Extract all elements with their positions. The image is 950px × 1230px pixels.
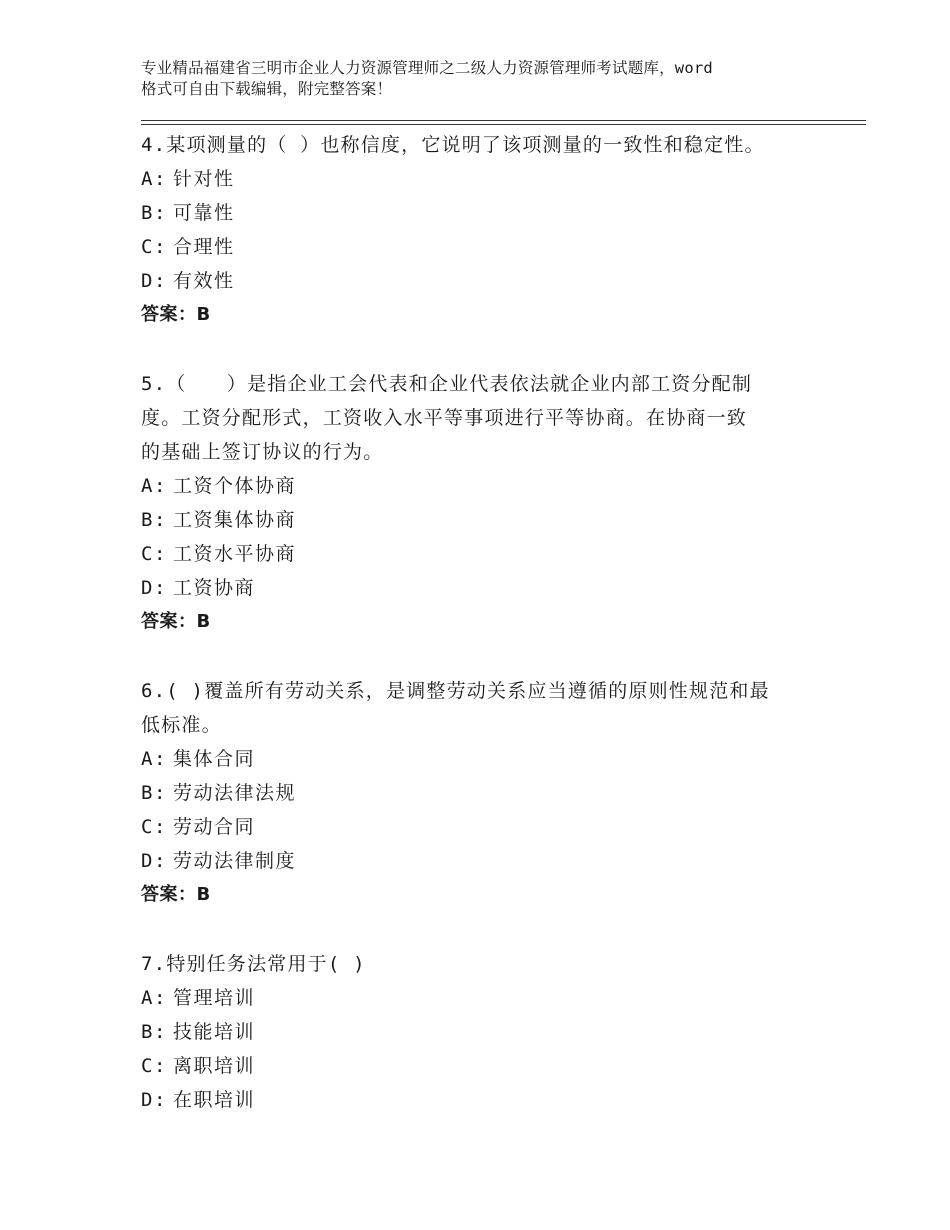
answer-option xyxy=(141,1083,831,1117)
answer-key: 答案：B xyxy=(141,611,211,632)
option-letter: D: xyxy=(141,850,167,872)
option-letter: C: xyxy=(141,236,167,258)
answer-option xyxy=(141,810,831,844)
answer-key: 答案：B xyxy=(141,884,211,905)
answer-option xyxy=(141,503,831,537)
answer-option xyxy=(141,264,831,298)
question-text-line: 度。工资分配形式，工资收入水平等事项进行平等协商。在协商一致 xyxy=(141,407,748,429)
option-letter: A: xyxy=(141,168,167,190)
question-block xyxy=(141,367,831,639)
answer-option xyxy=(141,1015,831,1049)
answer-option xyxy=(141,196,831,230)
option-text: 合理性 xyxy=(173,236,235,258)
question-text-line: 低标准。 xyxy=(141,714,222,736)
option-text: 可靠性 xyxy=(173,202,235,224)
option-text: 有效性 xyxy=(173,270,235,292)
question-block xyxy=(141,674,831,912)
question-text-line: 5.（ ）是指企业工会代表和企业代表依法就企业内部工资分配制 xyxy=(141,373,753,395)
option-letter: D: xyxy=(141,270,167,292)
option-letter: B: xyxy=(141,1021,167,1043)
option-text: 技能培训 xyxy=(173,1021,256,1043)
option-text: 劳动合同 xyxy=(173,816,256,838)
option-text: 工资水平协商 xyxy=(173,543,297,565)
option-letter: D: xyxy=(141,1089,167,1111)
question-text-line: 6.( )覆盖所有劳动关系，是调整劳动关系应当遵循的原则性规范和最 xyxy=(141,680,770,702)
option-letter: B: xyxy=(141,509,167,531)
option-letter: B: xyxy=(141,782,167,804)
question-text-line: 4.某项测量的（ ）也称信度，它说明了该项测量的一致性和稳定性。 xyxy=(141,134,765,156)
option-text: 工资个体协商 xyxy=(173,475,297,497)
option-letter: A: xyxy=(141,987,167,1009)
option-text: 管理培训 xyxy=(173,987,256,1009)
option-text: 劳动法律制度 xyxy=(173,850,297,872)
option-text: 在职培训 xyxy=(173,1089,256,1111)
answer-option xyxy=(141,776,831,810)
header-line-1: 专业精品福建省三明市企业人力资源管理师之二级人力资源管理师考试题库，word xyxy=(141,59,713,77)
answer-option xyxy=(141,981,831,1015)
answer-key: 答案：B xyxy=(141,304,211,325)
header-line-2: 格式可自由下载编辑，附完整答案！ xyxy=(141,80,393,98)
question-block xyxy=(141,128,831,332)
header-double-rule xyxy=(141,120,866,125)
question-list xyxy=(141,128,831,1152)
option-letter: C: xyxy=(141,816,167,838)
answer-option xyxy=(141,742,831,776)
answer-option xyxy=(141,537,831,571)
document-header xyxy=(141,58,831,100)
option-letter: A: xyxy=(141,748,167,770)
option-text: 集体合同 xyxy=(173,748,256,770)
question-text-line: 7.特别任务法常用于( ) xyxy=(141,953,366,975)
option-letter: B: xyxy=(141,202,167,224)
answer-option xyxy=(141,844,831,878)
option-letter: C: xyxy=(141,1055,167,1077)
option-text: 工资协商 xyxy=(173,577,256,599)
question-text-line: 的基础上签订协议的行为。 xyxy=(141,441,384,463)
option-text: 针对性 xyxy=(173,168,235,190)
option-letter: C: xyxy=(141,543,167,565)
answer-option xyxy=(141,230,831,264)
answer-option xyxy=(141,162,831,196)
option-letter: D: xyxy=(141,577,167,599)
answer-option xyxy=(141,1049,831,1083)
option-text: 工资集体协商 xyxy=(173,509,297,531)
option-letter: A: xyxy=(141,475,167,497)
answer-option xyxy=(141,571,831,605)
answer-option xyxy=(141,469,831,503)
option-text: 离职培训 xyxy=(173,1055,256,1077)
option-text: 劳动法律法规 xyxy=(173,782,297,804)
question-block xyxy=(141,947,831,1117)
